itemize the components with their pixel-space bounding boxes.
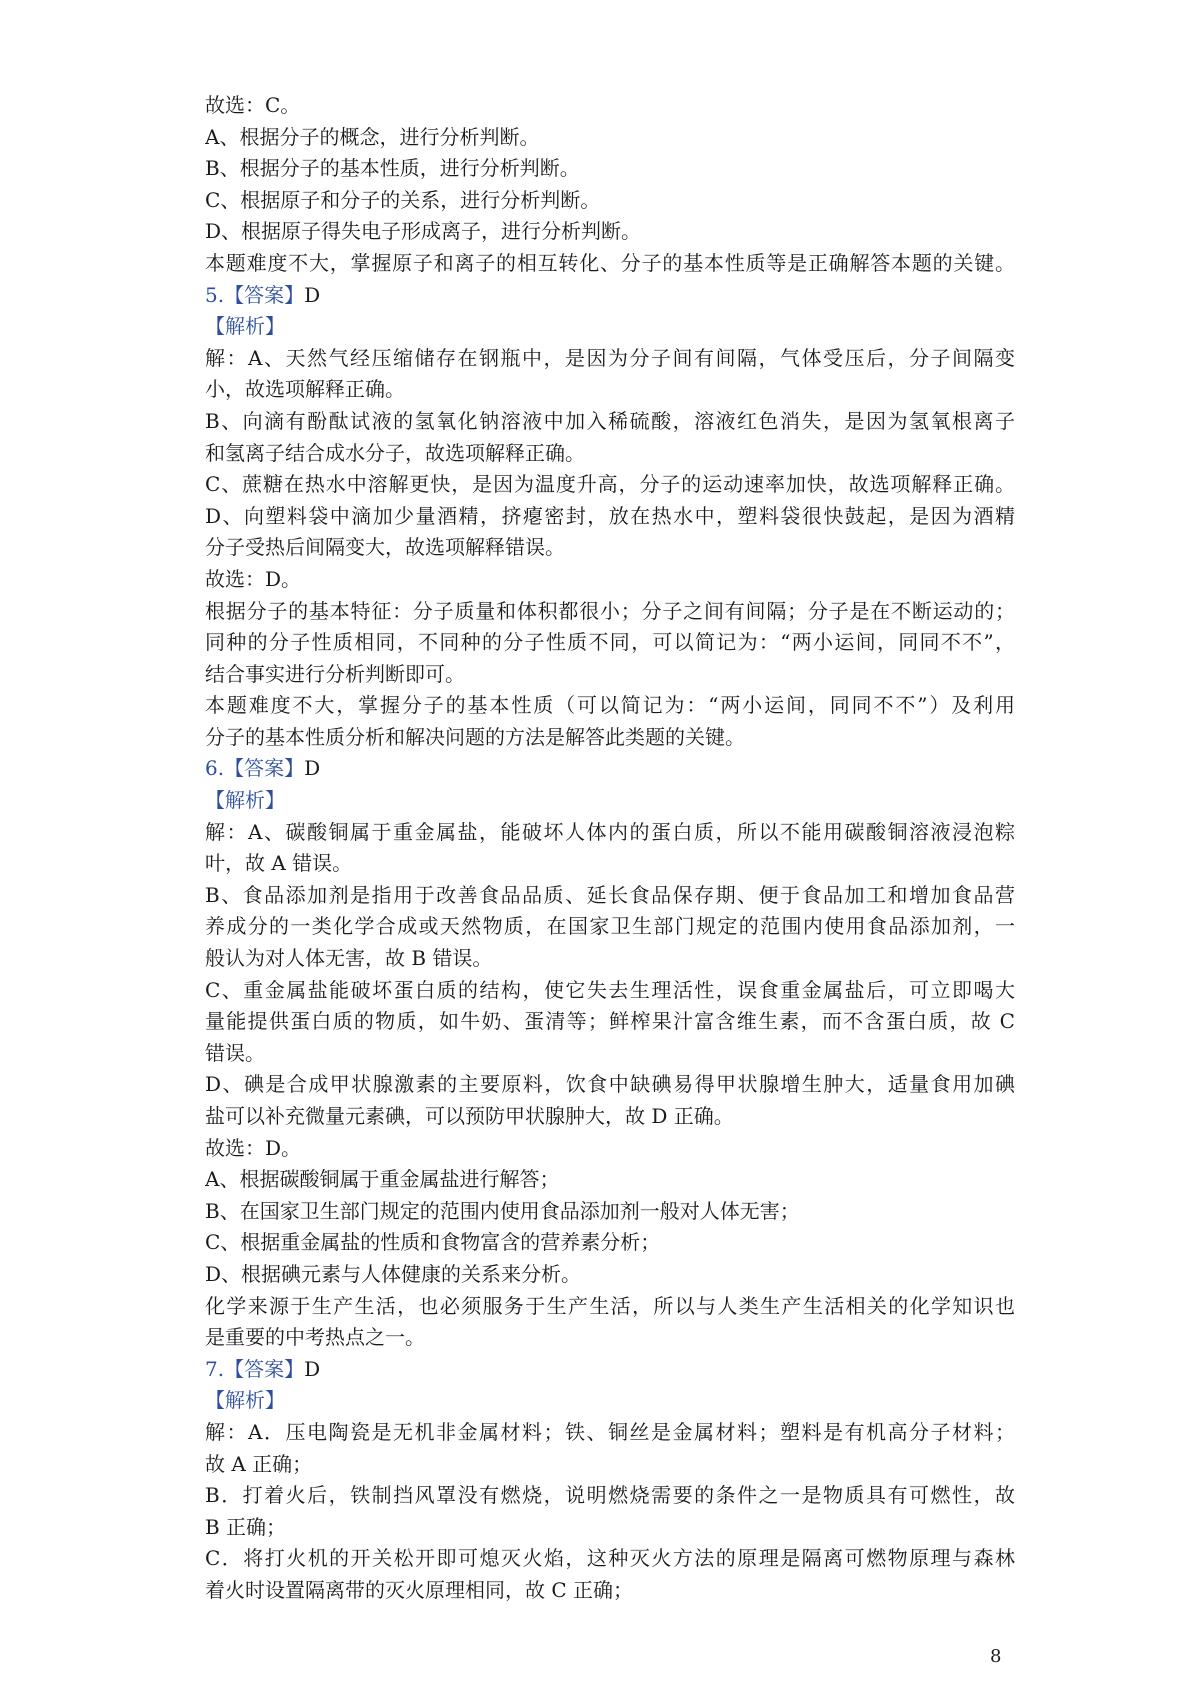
text-line: 故 A 正确； xyxy=(205,1451,313,1476)
text-line: 解：A、碳酸铜属于重金属盐，能破坏人体内的蛋白质，所以不能用碳酸铜溶液浸泡粽 xyxy=(205,819,1015,844)
text-line: 根据分子的基本特征：分子质量和体积都很小；分子之间有间隔；分子是在不断运动的； xyxy=(205,598,1015,623)
answer-tag: 【答案】 xyxy=(224,756,305,781)
text-line: 分子的基本性质分析和解决问题的方法是解答此类题的关键。 xyxy=(205,724,745,749)
text-line: 小，故选项解释正确。 xyxy=(205,377,405,402)
text-line: B、食品添加剂是指用于改善食品品质、延长食品保存期、便于食品加工和增加食品营 xyxy=(205,882,1015,907)
text-line: 解：A、天然气经压缩储存在钢瓶中，是因为分子间有间隔，气体受压后，分子间隔变 xyxy=(205,345,1015,370)
text-line: 本题难度不大，掌握原子和离子的相互转化、分子的基本性质等是正确解答本题的关键。 xyxy=(205,250,1015,275)
analysis-tag: 【解析】 xyxy=(205,314,285,339)
text-line: 是重要的中考热点之一。 xyxy=(205,1325,425,1350)
analysis-heading xyxy=(205,785,1015,817)
text-line: 分子受热后间隔变大，故选项解释错误。 xyxy=(205,535,565,560)
question-number: 5. xyxy=(205,282,225,307)
text-line: 化学来源于生产生活，也必须服务于生产生活，所以与人类生产生活相关的化学知识也 xyxy=(205,1293,1015,1318)
text-line: 量能提供蛋白质的物质，如牛奶、蛋清等；鲜榨果汁富含维生素，而不含蛋白质，故 C xyxy=(205,1009,1015,1034)
text-line: D、向塑料袋中滴加少量酒精，挤瘪密封，放在热水中，塑料袋很快鼓起，是因为酒精 xyxy=(205,503,1015,528)
analysis-heading xyxy=(205,311,1015,343)
answer-value: D xyxy=(304,756,321,781)
question-number: 6. xyxy=(205,756,225,781)
text-line: D、碘是合成甲状腺激素的主要原料，饮食中缺碘易得甲状腺增生肿大，适量食用加碘 xyxy=(205,1072,1015,1097)
text-line: 结合事实进行分析判断即可。 xyxy=(205,661,465,686)
analysis-tag: 【解析】 xyxy=(205,788,285,813)
text-line: C、根据重金属盐的性质和食物富含的营养素分析； xyxy=(205,1230,661,1255)
answer-tag: 【答案】 xyxy=(224,1356,305,1381)
text-line: C、重金属盐能破坏蛋白质的结构，使它失去生理活性，误食重金属盐后，可立即喝大 xyxy=(205,977,1015,1002)
text-line: B、在国家卫生部门规定的范围内使用食品添加剂一般对人体无害； xyxy=(205,1198,800,1223)
answer-line xyxy=(205,1354,1015,1386)
text-line: B、根据分子的基本性质，进行分析判断。 xyxy=(205,156,580,181)
text-line: B、向滴有酚酞试液的氢氧化钠溶液中加入稀硫酸，溶液红色消失，是因为氢氧根离子 xyxy=(205,408,1015,433)
answer-line xyxy=(205,753,1015,785)
analysis-tag: 【解析】 xyxy=(205,1388,285,1413)
text-line: 故选：D。 xyxy=(205,566,302,591)
answer-value: D xyxy=(304,1356,321,1381)
text-line: B 正确； xyxy=(205,1514,287,1539)
text-line: A、根据碳酸铜属于重金属盐进行解答； xyxy=(205,1167,560,1192)
text-line: 故选：D。 xyxy=(205,1135,302,1160)
text-line: D、根据原子得失电子形成离子，进行分析判断。 xyxy=(205,219,642,244)
text-line: C．将打火机的开关松开即可熄灭火焰，这种灭火方法的原理是隔离可燃物原理与森林 xyxy=(205,1546,1015,1571)
text-line: 盐可以补充微量元素碘，可以预防甲状腺肿大，故 D 正确。 xyxy=(205,1104,734,1128)
text-line: D、根据碘元素与人体健康的关系来分析。 xyxy=(205,1261,582,1286)
text-line: A、根据分子的概念，进行分析判断。 xyxy=(205,124,540,149)
analysis-heading xyxy=(205,1385,1015,1417)
question-number: 7. xyxy=(205,1356,225,1381)
text-line: C、根据原子和分子的关系，进行分析判断。 xyxy=(205,187,601,212)
text-line: C、蔗糖在热水中溶解更快，是因为温度升高，分子的运动速率加快，故选项解释正确。 xyxy=(205,472,1015,497)
text-line: 养成分的一类化学合成或天然物质，在国家卫生部门规定的范围内使用食品添加剂，一 xyxy=(205,914,1015,939)
document-body xyxy=(205,90,1015,1607)
page-number: 8 xyxy=(990,1646,1002,1667)
answer-line xyxy=(205,280,1015,312)
answer-tag: 【答案】 xyxy=(224,282,305,307)
text-line: 和氢离子结合成水分子，故选项解释正确。 xyxy=(205,440,585,465)
text-line: 错误。 xyxy=(205,1040,265,1065)
text-line: 着火时设置隔离带的灭火原理相同，故 C 正确； xyxy=(205,1577,634,1602)
text-line: B．打着火后，铁制挡风罩没有燃烧，说明燃烧需要的条件之一是物质具有可燃性，故 xyxy=(205,1483,1015,1508)
text-line: 本题难度不大，掌握分子的基本性质（可以简记为：“两小运间，同同不不”）及利用 xyxy=(205,693,1015,718)
answer-value: D xyxy=(304,282,321,307)
text-line: 故选：C。 xyxy=(205,93,301,117)
text-line: 般认为对人体无害，故 B 错误。 xyxy=(205,946,493,971)
text-line: 解：A．压电陶瓷是无机非金属材料；铁、铜丝是金属材料；塑料是有机高分子材料； xyxy=(205,1419,1015,1444)
text-line: 同种的分子性质相同，不同种的分子性质不同，可以简记为：“两小运间，同同不不”， xyxy=(205,630,1015,655)
text-line: 叶，故 A 错误。 xyxy=(205,851,353,876)
